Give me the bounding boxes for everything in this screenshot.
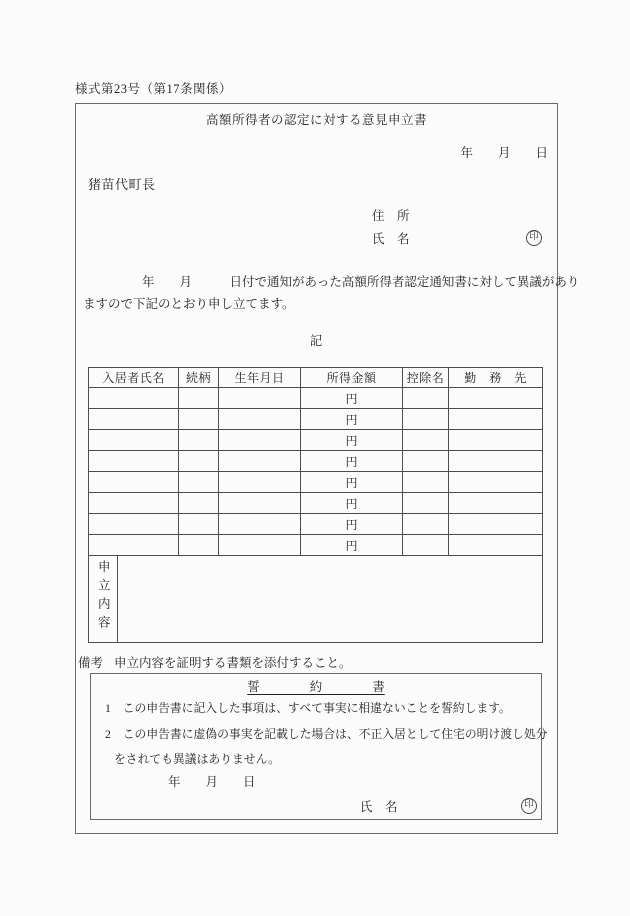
workplace-cell[interactable] bbox=[449, 535, 543, 556]
pledge-item-2-number: 2 bbox=[105, 727, 111, 741]
pledge-name-label: 氏 名 bbox=[360, 799, 398, 814]
appeal-label: 申立内容 bbox=[96, 559, 111, 634]
deduction-cell[interactable] bbox=[403, 430, 449, 451]
col-header-resident-name: 入居者氏名 bbox=[89, 368, 179, 388]
pledge-box bbox=[90, 673, 548, 820]
table-row bbox=[89, 472, 543, 493]
seal-icon: 印 bbox=[526, 230, 542, 246]
resident-name-cell[interactable] bbox=[89, 430, 179, 451]
document-title: 高額所得者の認定に対する意見申立書 bbox=[205, 113, 427, 127]
resident-name-cell[interactable] bbox=[89, 535, 179, 556]
pledge-item-1 bbox=[91, 701, 541, 716]
address-field-row[interactable] bbox=[372, 203, 542, 226]
resident-name-cell[interactable] bbox=[89, 514, 179, 535]
pledge-item-2 bbox=[91, 727, 548, 742]
relationship-cell[interactable] bbox=[179, 388, 219, 409]
income-cell[interactable]: 円 bbox=[301, 472, 403, 493]
resident-name-cell[interactable] bbox=[89, 493, 179, 514]
income-cell[interactable]: 円 bbox=[301, 388, 403, 409]
workplace-cell[interactable] bbox=[449, 472, 543, 493]
relationship-cell[interactable] bbox=[179, 430, 219, 451]
deduction-cell[interactable] bbox=[403, 535, 449, 556]
table-row bbox=[89, 388, 543, 409]
name-field-row[interactable] bbox=[372, 226, 542, 249]
section-marker: 記 bbox=[309, 334, 324, 348]
col-header-deduction: 控除名 bbox=[403, 368, 449, 388]
name-label: 氏 名 bbox=[372, 231, 410, 246]
birthdate-cell[interactable] bbox=[219, 472, 301, 493]
col-header-birthdate: 生年月日 bbox=[219, 368, 301, 388]
workplace-cell[interactable] bbox=[449, 388, 543, 409]
deduction-cell[interactable] bbox=[403, 388, 449, 409]
remarks-line bbox=[76, 655, 557, 671]
income-cell[interactable]: 円 bbox=[301, 514, 403, 535]
pledge-title: 誓 約 書 bbox=[247, 680, 385, 694]
income-cell[interactable]: 円 bbox=[301, 493, 403, 514]
birthdate-cell[interactable] bbox=[219, 430, 301, 451]
table-row bbox=[89, 430, 543, 451]
relationship-cell[interactable] bbox=[179, 409, 219, 430]
addressee-label: 猪苗代町長 bbox=[88, 177, 156, 192]
resident-name-cell[interactable] bbox=[89, 388, 179, 409]
relationship-cell[interactable] bbox=[179, 472, 219, 493]
resident-name-cell[interactable] bbox=[89, 409, 179, 430]
pledge-item-2-text: この申告書に虚偽の事実を記載した場合は、不正入居として住宅の明け渡し処分 bbox=[122, 727, 548, 741]
body-paragraph bbox=[76, 274, 580, 312]
pledge-item-1-text: この申告書に記入した事項は、すべて事実に相違ないことを誓約します。 bbox=[122, 701, 511, 715]
remarks-text: 申立内容を証明する書類を添付すること。 bbox=[114, 656, 352, 670]
workplace-cell[interactable] bbox=[449, 451, 543, 472]
pledge-item-2-continuation: をされても異議はありません。 bbox=[114, 752, 280, 766]
appeal-label-cell bbox=[89, 556, 118, 643]
deduction-cell[interactable] bbox=[403, 409, 449, 430]
body-line-1: 年 月 日付で通知があった高額所得者認定通知書に対して異議があり bbox=[142, 275, 580, 289]
workplace-cell[interactable] bbox=[449, 514, 543, 535]
remarks-label: 備考 bbox=[78, 656, 104, 670]
workplace-cell[interactable] bbox=[449, 409, 543, 430]
form-number-label: 様式第23号（第17条関係） bbox=[75, 82, 233, 96]
resident-name-cell[interactable] bbox=[89, 472, 179, 493]
workplace-cell[interactable] bbox=[449, 430, 543, 451]
workplace-cell[interactable] bbox=[449, 493, 543, 514]
relationship-cell[interactable] bbox=[179, 535, 219, 556]
birthdate-cell[interactable] bbox=[219, 451, 301, 472]
pledge-item-1-number: 1 bbox=[105, 701, 111, 715]
birthdate-cell[interactable] bbox=[219, 409, 301, 430]
col-header-income: 所得金額 bbox=[301, 368, 403, 388]
address-label: 住 所 bbox=[372, 208, 410, 223]
col-header-workplace: 勤 務 先 bbox=[449, 368, 543, 388]
table-row bbox=[89, 409, 543, 430]
table-row bbox=[89, 535, 543, 556]
table-row bbox=[89, 493, 543, 514]
birthdate-cell[interactable] bbox=[219, 388, 301, 409]
deduction-cell[interactable] bbox=[403, 493, 449, 514]
table-row bbox=[89, 451, 543, 472]
form-outer-box bbox=[75, 103, 580, 834]
income-cell[interactable]: 円 bbox=[301, 451, 403, 472]
pledge-name-field-row[interactable] bbox=[91, 797, 541, 814]
col-header-relationship: 続柄 bbox=[179, 368, 219, 388]
deduction-cell[interactable] bbox=[403, 451, 449, 472]
table-row bbox=[89, 514, 543, 535]
relationship-cell[interactable] bbox=[179, 451, 219, 472]
pledge-date-field[interactable]: 年 月 日 bbox=[168, 775, 256, 789]
income-table bbox=[88, 367, 543, 556]
body-line-2: ますので下記のとおり申し立てます。 bbox=[83, 297, 295, 311]
pledge-seal-icon: 印 bbox=[521, 798, 537, 814]
birthdate-cell[interactable] bbox=[219, 535, 301, 556]
deduction-cell[interactable] bbox=[403, 472, 449, 493]
appeal-content-row bbox=[88, 555, 543, 643]
date-field-top[interactable]: 年 月 日 bbox=[460, 146, 548, 160]
deduction-cell[interactable] bbox=[403, 514, 449, 535]
birthdate-cell[interactable] bbox=[219, 493, 301, 514]
income-cell[interactable]: 円 bbox=[301, 535, 403, 556]
applicant-block bbox=[76, 203, 557, 249]
appeal-content-cell[interactable] bbox=[118, 556, 543, 643]
relationship-cell[interactable] bbox=[179, 514, 219, 535]
table-header-row bbox=[89, 368, 543, 388]
relationship-cell[interactable] bbox=[179, 493, 219, 514]
birthdate-cell[interactable] bbox=[219, 514, 301, 535]
income-cell[interactable]: 円 bbox=[301, 430, 403, 451]
resident-name-cell[interactable] bbox=[89, 451, 179, 472]
income-cell[interactable]: 円 bbox=[301, 409, 403, 430]
